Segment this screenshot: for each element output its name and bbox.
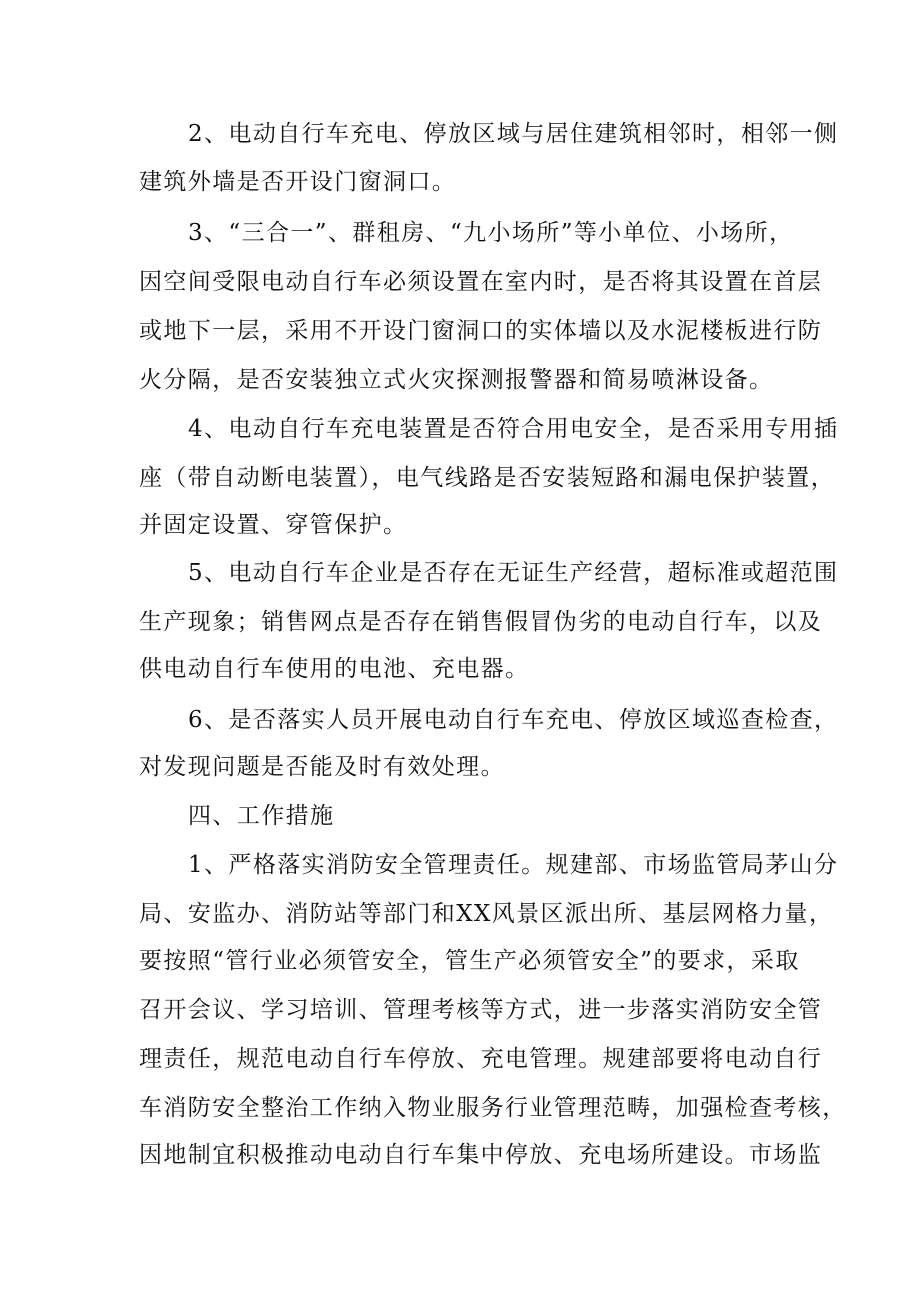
item-5-line-2: 生产现象；销售网点是否存在销售假冒伪劣的电动自行车，以及: [139, 609, 823, 635]
measure-1-line-6: 车消防安全整治工作纳入物业服务行业管理范畴，加强检查考核，: [139, 1095, 847, 1121]
item-4-line-1: 4、电动自行车充电装置是否符合用电安全，是否采用专用插: [188, 416, 839, 442]
item-4-line-3: 并固定设置、穿管保护。: [139, 512, 408, 538]
item-5-line-1: 5、电动自行车企业是否存在无证生产经营，超标准或超范围: [188, 560, 839, 586]
item-3-line-3: 或地下一层，采用不开设门窗洞口的实体墙以及水泥楼板进行防: [139, 318, 823, 344]
measure-1-line-3: 要按照“管行业必须管安全，管生产必须管安全”的要求，采取: [139, 948, 800, 974]
measure-1-line-2: 局、安监办、消防站等部门和XX风景区派出所、基层网格力量，: [139, 901, 834, 927]
item-4-line-2: 座（带自动断电装置），电气线路是否安装短路和漏电保护装置，: [139, 465, 836, 491]
measure-1-line-5: 理责任，规范电动自行车停放、充电管理。规建部要将电动自行: [139, 1046, 823, 1072]
item-2-line-1: 2、电动自行车充电、停放区域与居住建筑相邻时，相邻一侧: [188, 121, 839, 147]
measure-1-line-7: 因地制宜积极推动电动自行车集中停放、充电场所建设。市场监: [139, 1142, 823, 1168]
item-5-line-3: 供电动自行车使用的电池、充电器。: [139, 656, 530, 682]
item-3-line-4: 火分隔，是否安装独立式火灾探测报警器和简易喷淋设备。: [139, 367, 774, 393]
item-6-line-2: 对发现问题是否能及时有效处理。: [139, 754, 505, 780]
item-6-line-1: 6、是否落实人员开展电动自行车充电、停放区域巡查检查，: [188, 707, 839, 733]
measure-1-line-4: 召开会议、学习培训、管理考核等方式，进一步落实消防安全管: [139, 997, 823, 1023]
section-heading: 四、工作措施: [188, 803, 335, 829]
item-3-line-2: 因空间受限电动自行车必须设置在室内时，是否将其设置在首层: [139, 269, 823, 295]
item-2-line-2: 建筑外墙是否开设门窗洞口。: [139, 169, 457, 195]
measure-1-line-1: 1、严格落实消防安全管理责任。规建部、市场监管局茅山分: [188, 852, 839, 878]
item-3-line-1: 3、“三合一”、群租房、“九小场所”等小单位、小场所，: [188, 220, 794, 246]
